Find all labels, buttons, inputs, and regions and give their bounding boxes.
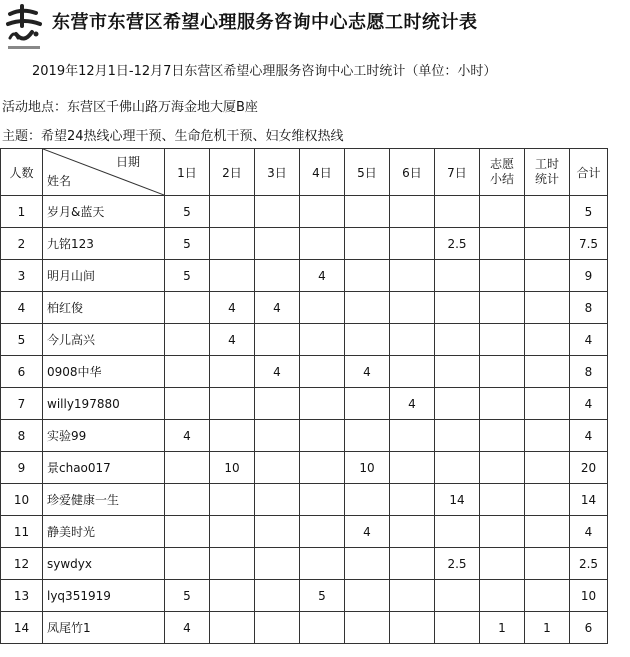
day-7-hours: 14 xyxy=(435,484,480,516)
day-5-hours: 4 xyxy=(345,356,390,388)
total-cell: 7.5 xyxy=(570,228,608,260)
day-2-hours xyxy=(210,388,255,420)
volunteer-hours-table xyxy=(0,148,608,644)
day-5-hours xyxy=(345,484,390,516)
table-row xyxy=(1,196,608,228)
day-5-hours xyxy=(345,548,390,580)
header-hours xyxy=(525,149,570,196)
day-3-hours xyxy=(255,228,300,260)
total-cell: 14 xyxy=(570,484,608,516)
summary-cell xyxy=(480,484,525,516)
total-cell: 8 xyxy=(570,292,608,324)
day-1-hours xyxy=(165,356,210,388)
summary-cell xyxy=(480,356,525,388)
hours-cell xyxy=(525,580,570,612)
day-6-hours xyxy=(390,356,435,388)
total-cell: 8 xyxy=(570,356,608,388)
header-day-6: 6日 xyxy=(390,149,435,196)
day-3-hours xyxy=(255,580,300,612)
day-6-hours xyxy=(390,420,435,452)
activity-location: 活动地点：东营区千佛山路万海金地大厦B座 xyxy=(2,100,258,115)
day-4-hours: 4 xyxy=(300,260,345,292)
day-3-hours: 4 xyxy=(255,356,300,388)
hours-cell xyxy=(525,420,570,452)
day-7-hours xyxy=(435,356,480,388)
row-index: 2 xyxy=(1,228,43,260)
page-subtitle: 2019年12月1日-12月7日东营区希望心理服务咨询中心工时统计（单位：小时） xyxy=(32,64,497,79)
day-3-hours xyxy=(255,516,300,548)
table-row xyxy=(1,356,608,388)
volunteer-name: 明月山间 xyxy=(43,260,165,292)
day-1-hours: 4 xyxy=(165,612,210,644)
header-hours-line1: 工时 xyxy=(534,157,559,171)
day-3-hours xyxy=(255,612,300,644)
hours-cell xyxy=(525,356,570,388)
table-row xyxy=(1,260,608,292)
hours-cell xyxy=(525,548,570,580)
summary-cell xyxy=(480,516,525,548)
day-6-hours xyxy=(390,324,435,356)
day-2-hours: 4 xyxy=(210,292,255,324)
summary-cell xyxy=(480,292,525,324)
activity-topic: 主题：希望24热线心理干预、生命危机干预、妇女维权热线 xyxy=(2,129,344,144)
table-row xyxy=(1,324,608,356)
day-2-hours xyxy=(210,356,255,388)
day-4-hours xyxy=(300,548,345,580)
row-index: 6 xyxy=(1,356,43,388)
total-cell: 5 xyxy=(570,196,608,228)
table-header-row xyxy=(1,149,608,196)
row-index: 14 xyxy=(1,612,43,644)
day-1-hours xyxy=(165,484,210,516)
table-row xyxy=(1,580,608,612)
day-7-hours xyxy=(435,292,480,324)
day-2-hours: 10 xyxy=(210,452,255,484)
day-3-hours xyxy=(255,324,300,356)
day-3-hours xyxy=(255,388,300,420)
day-4-hours xyxy=(300,292,345,324)
hours-cell xyxy=(525,388,570,420)
volunteer-name: 珍爱健康一生 xyxy=(43,484,165,516)
day-2-hours xyxy=(210,420,255,452)
day-6-hours xyxy=(390,484,435,516)
day-2-hours xyxy=(210,516,255,548)
day-7-hours xyxy=(435,516,480,548)
day-4-hours xyxy=(300,420,345,452)
volunteer-name: lyq351919 xyxy=(43,580,165,612)
row-index: 10 xyxy=(1,484,43,516)
day-7-hours xyxy=(435,260,480,292)
day-7-hours: 2.5 xyxy=(435,228,480,260)
day-6-hours xyxy=(390,612,435,644)
hours-cell xyxy=(525,516,570,548)
day-5-hours: 4 xyxy=(345,516,390,548)
table-row xyxy=(1,612,608,644)
total-cell: 4 xyxy=(570,388,608,420)
total-cell: 2.5 xyxy=(570,548,608,580)
day-5-hours xyxy=(345,260,390,292)
row-index: 7 xyxy=(1,388,43,420)
volunteer-name: 柏红俊 xyxy=(43,292,165,324)
header-summary-line2: 小结 xyxy=(489,172,514,186)
day-7-hours: 2.5 xyxy=(435,548,480,580)
volunteer-logo xyxy=(2,4,46,52)
summary-cell xyxy=(480,388,525,420)
day-4-hours xyxy=(300,612,345,644)
day-1-hours: 4 xyxy=(165,420,210,452)
total-cell: 4 xyxy=(570,420,608,452)
row-index: 1 xyxy=(1,196,43,228)
hours-cell xyxy=(525,196,570,228)
hours-cell xyxy=(525,484,570,516)
header-day-4: 4日 xyxy=(300,149,345,196)
day-4-hours xyxy=(300,196,345,228)
day-7-hours xyxy=(435,196,480,228)
day-7-hours xyxy=(435,612,480,644)
day-5-hours xyxy=(345,324,390,356)
row-index: 12 xyxy=(1,548,43,580)
day-5-hours xyxy=(345,292,390,324)
day-2-hours: 4 xyxy=(210,324,255,356)
table-row xyxy=(1,452,608,484)
header-day-7: 7日 xyxy=(435,149,480,196)
day-5-hours xyxy=(345,420,390,452)
total-cell: 20 xyxy=(570,452,608,484)
summary-cell xyxy=(480,548,525,580)
day-2-hours xyxy=(210,196,255,228)
day-3-hours xyxy=(255,452,300,484)
day-1-hours xyxy=(165,548,210,580)
summary-cell xyxy=(480,260,525,292)
day-4-hours: 5 xyxy=(300,580,345,612)
total-cell: 4 xyxy=(570,516,608,548)
volunteer-name: willy197880 xyxy=(43,388,165,420)
day-1-hours xyxy=(165,388,210,420)
summary-cell xyxy=(480,324,525,356)
hours-cell xyxy=(525,228,570,260)
volunteer-name: 实验99 xyxy=(43,420,165,452)
hours-cell xyxy=(525,292,570,324)
hours-cell: 1 xyxy=(525,612,570,644)
day-6-hours xyxy=(390,228,435,260)
day-7-hours xyxy=(435,420,480,452)
day-2-hours xyxy=(210,228,255,260)
row-index: 4 xyxy=(1,292,43,324)
day-2-hours xyxy=(210,548,255,580)
day-1-hours xyxy=(165,516,210,548)
volunteer-name: 九铭123 xyxy=(43,228,165,260)
day-1-hours: 5 xyxy=(165,196,210,228)
day-6-hours xyxy=(390,452,435,484)
header-day-2: 2日 xyxy=(210,149,255,196)
day-1-hours: 5 xyxy=(165,580,210,612)
header-total: 合计 xyxy=(570,149,608,196)
table-row xyxy=(1,292,608,324)
day-4-hours xyxy=(300,484,345,516)
volunteer-name: 今儿高兴 xyxy=(43,324,165,356)
day-2-hours xyxy=(210,612,255,644)
row-index: 8 xyxy=(1,420,43,452)
day-2-hours xyxy=(210,580,255,612)
header-index: 人数 xyxy=(1,149,43,196)
header-day-5: 5日 xyxy=(345,149,390,196)
day-6-hours xyxy=(390,260,435,292)
day-7-hours xyxy=(435,388,480,420)
volunteer-logo-icon xyxy=(2,4,46,52)
hours-cell xyxy=(525,260,570,292)
day-5-hours xyxy=(345,388,390,420)
volunteer-name: 岁月&蓝天 xyxy=(43,196,165,228)
day-1-hours xyxy=(165,452,210,484)
table-row xyxy=(1,484,608,516)
day-3-hours xyxy=(255,196,300,228)
day-5-hours: 10 xyxy=(345,452,390,484)
day-5-hours xyxy=(345,196,390,228)
table-row xyxy=(1,548,608,580)
day-1-hours xyxy=(165,292,210,324)
day-4-hours xyxy=(300,388,345,420)
total-cell: 6 xyxy=(570,612,608,644)
day-3-hours xyxy=(255,484,300,516)
day-5-hours xyxy=(345,580,390,612)
hours-cell xyxy=(525,452,570,484)
day-5-hours xyxy=(345,228,390,260)
row-index: 13 xyxy=(1,580,43,612)
day-3-hours xyxy=(255,420,300,452)
day-1-hours xyxy=(165,324,210,356)
total-cell: 10 xyxy=(570,580,608,612)
row-index: 11 xyxy=(1,516,43,548)
header-name-label: 姓名 xyxy=(47,174,72,188)
volunteer-name: sywdyx xyxy=(43,548,165,580)
row-index: 9 xyxy=(1,452,43,484)
volunteer-name: 景chao017 xyxy=(43,452,165,484)
day-3-hours: 4 xyxy=(255,292,300,324)
day-4-hours xyxy=(300,356,345,388)
row-index: 5 xyxy=(1,324,43,356)
day-4-hours xyxy=(300,324,345,356)
summary-cell xyxy=(480,420,525,452)
day-4-hours xyxy=(300,452,345,484)
table-row xyxy=(1,420,608,452)
day-7-hours xyxy=(435,324,480,356)
summary-cell xyxy=(480,580,525,612)
day-2-hours xyxy=(210,484,255,516)
table-row xyxy=(1,388,608,420)
total-cell: 4 xyxy=(570,324,608,356)
day-7-hours xyxy=(435,580,480,612)
hours-cell xyxy=(525,324,570,356)
table-row xyxy=(1,516,608,548)
header-summary-line1: 志愿 xyxy=(489,157,514,171)
day-3-hours xyxy=(255,260,300,292)
day-2-hours xyxy=(210,260,255,292)
day-6-hours xyxy=(390,292,435,324)
page-title: 东营市东营区希望心理服务咨询中心志愿工时统计表 xyxy=(52,12,478,33)
day-1-hours: 5 xyxy=(165,260,210,292)
day-6-hours xyxy=(390,580,435,612)
summary-cell: 1 xyxy=(480,612,525,644)
day-5-hours xyxy=(345,612,390,644)
table-row xyxy=(1,228,608,260)
header-date-name xyxy=(43,149,165,196)
row-index: 3 xyxy=(1,260,43,292)
volunteer-name: 静美时光 xyxy=(43,516,165,548)
day-6-hours: 4 xyxy=(390,388,435,420)
summary-cell xyxy=(480,452,525,484)
header-day-3: 3日 xyxy=(255,149,300,196)
total-cell: 9 xyxy=(570,260,608,292)
header-date-label: 日期 xyxy=(115,155,140,169)
volunteer-name: 凤尾竹1 xyxy=(43,612,165,644)
day-4-hours xyxy=(300,228,345,260)
day-6-hours xyxy=(390,548,435,580)
header-day-1: 1日 xyxy=(165,149,210,196)
day-6-hours xyxy=(390,196,435,228)
day-6-hours xyxy=(390,516,435,548)
day-7-hours xyxy=(435,452,480,484)
header-hours-line2: 统计 xyxy=(534,172,559,186)
day-4-hours xyxy=(300,516,345,548)
volunteer-name: 0908中华 xyxy=(43,356,165,388)
summary-cell xyxy=(480,196,525,228)
day-3-hours xyxy=(255,548,300,580)
summary-cell xyxy=(480,228,525,260)
header-summary xyxy=(480,149,525,196)
day-1-hours: 5 xyxy=(165,228,210,260)
